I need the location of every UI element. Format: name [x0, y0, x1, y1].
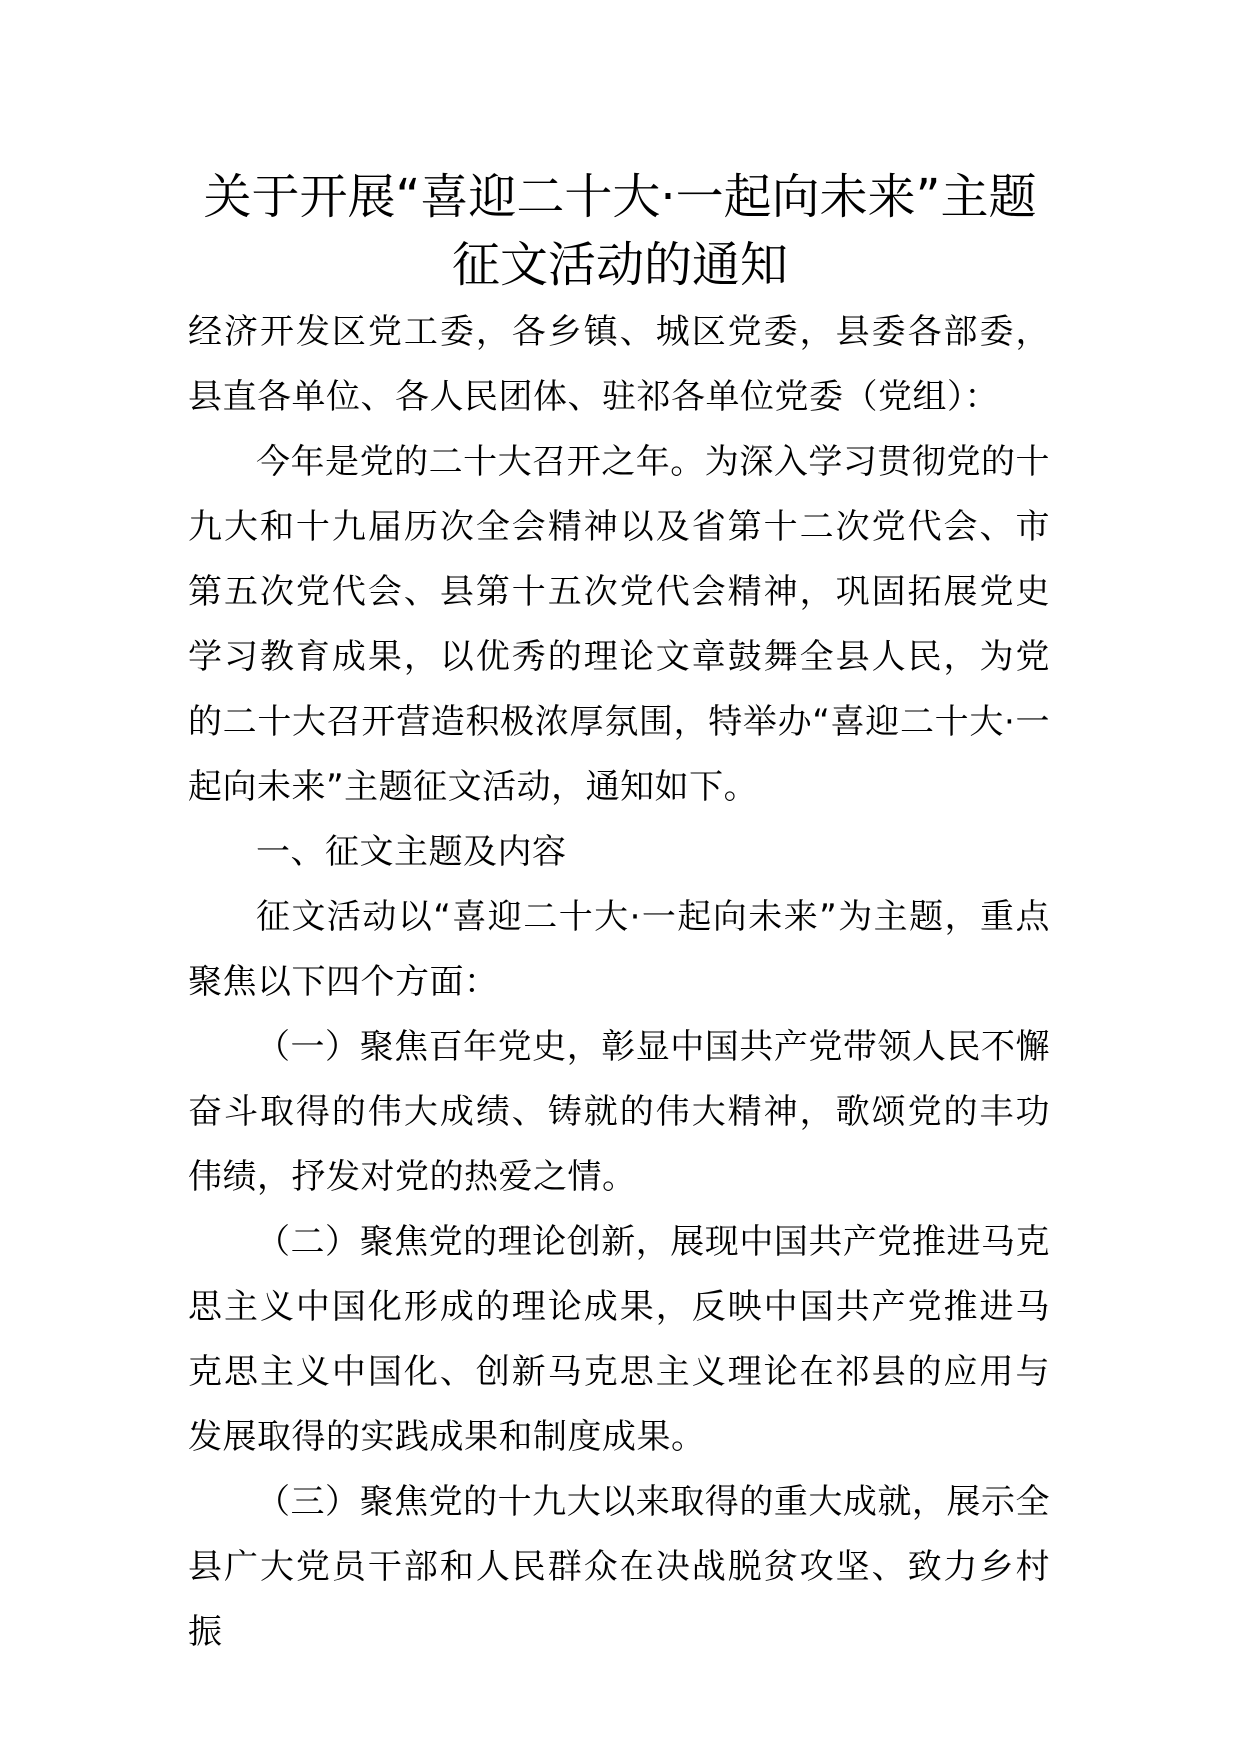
paragraph-theme: 征文活动以“喜迎二十大·一起向未来”为主题，重点聚焦以下四个方面：	[188, 897, 1050, 1002]
salutation: 经济开发区党工委，各乡镇、城区党委，县委各部委，县直各单位、各人民团体、驻祁各单位党委（党组）：	[188, 312, 1050, 417]
paragraph-item-3: （三）聚焦党的十九大以来取得的重大成就，展示全县广大党员干部和人民群众在决战脱贫攻坚、致力乡村振	[188, 1482, 1050, 1652]
paragraph-item-1: （一）聚焦百年党史，彰显中国共产党带领人民不懈奋斗取得的伟大成绩、铸就的伟大精神，歌颂党的丰功伟绩，抒发对党的热爱之情。	[188, 1027, 1050, 1197]
section-heading-1: 一、征文主题及内容	[256, 832, 567, 872]
document-title-line-2: 征文活动的通知	[451, 237, 788, 293]
paragraph-item-2: （二）聚焦党的理论创新，展现中国共产党推进马克思主义中国化形成的理论成果，反映中国共产党推进马克思主义中国化、创新马克思主义理论在祁县的应用与发展取得的实践成果和制度成果。	[188, 1222, 1050, 1457]
document-body	[188, 300, 1050, 1665]
document-title-line-1: 关于开展“喜迎二十大·一起向未来”主题	[203, 169, 1037, 225]
paragraph-intro: 今年是党的二十大召开之年。为深入学习贯彻党的十九大和十九届历次全会精神以及省第十二次党代会、市第五次党代会、县第十五次党代会精神，巩固拓展党史学习教育成果，以优秀的理论文章鼓舞全县人民，为党的二十大召开营造积极浓厚氛围，特举办“喜迎二十大·一起向未来”主题征文活动，通知如下。	[188, 442, 1050, 807]
